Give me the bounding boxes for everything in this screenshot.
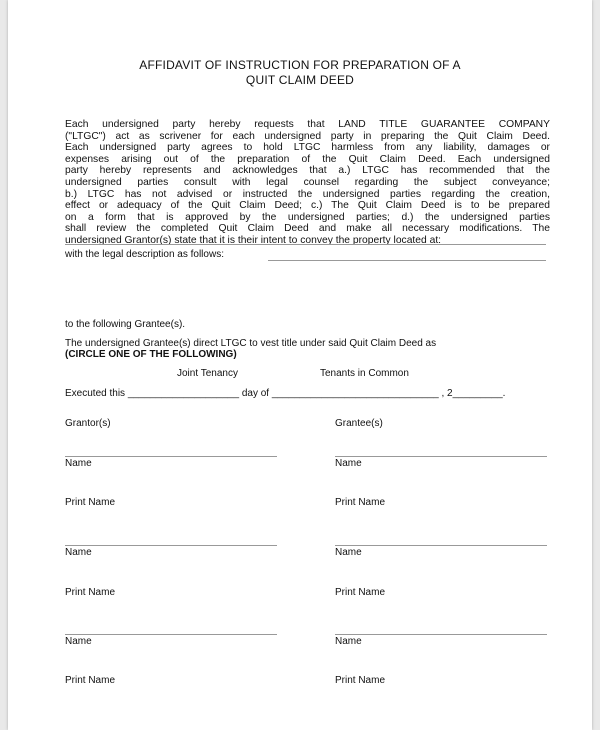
grantee-print-name-label: Print Name	[335, 497, 386, 508]
grantor-signature-line[interactable]	[65, 634, 277, 635]
grantor-name-label: Name	[65, 547, 92, 558]
title-line-2: QUIT CLAIM DEED	[245, 73, 355, 87]
instruction-paragraph	[65, 119, 550, 247]
grantor-signature-line[interactable]	[65, 545, 277, 546]
grantor-print-name-label: Print Name	[65, 587, 116, 598]
body-line: shall review the completed Quit Claim Deed and make all necessary modifications. The	[65, 223, 550, 235]
grantee-signature-line[interactable]	[335, 634, 547, 635]
grantees-heading: Grantee(s)	[335, 418, 383, 429]
body-line: party hereby represents and acknowledges that a.) LTGC has recommended that the	[65, 165, 550, 177]
body-line: Each undersigned party hereby requests that LAND TITLE GUARANTEE COMPANY	[65, 119, 550, 130]
body-line: effect or adequacy of the Quit Claim Deed; c.) The Quit Claim Deed is to be prepared	[65, 200, 550, 212]
grantor-name-label: Name	[65, 458, 92, 469]
grantor-name-label: Name	[65, 636, 92, 647]
grantee-name-label: Name	[335, 547, 362, 558]
grantor-signature-line[interactable]	[65, 456, 277, 457]
title-line-1: AFFIDAVIT OF INSTRUCTION FOR PREPARATION OF A	[139, 58, 461, 72]
property-address-line[interactable]	[65, 244, 546, 245]
body-line: undersigned parties consult with legal counsel regarding the subject conveyance;	[65, 176, 550, 188]
body-line: ("LTGC") act as scrivener for each undersigned party in preparing the Quit Claim Deed.	[65, 130, 550, 142]
vesting-direction-text: The undersigned Grantee(s) direct LTGC to vest title under said Quit Claim Deed as	[65, 338, 437, 349]
grantors-heading: Grantor(s)	[65, 418, 111, 429]
grantee-signature-line[interactable]	[335, 456, 547, 457]
body-line: Each undersigned party agrees to hold LTGC harmless from any liability, damages or	[65, 142, 550, 154]
circle-instruction: (CIRCLE ONE OF THE FOLLOWING)	[65, 349, 237, 360]
grantor-print-name-label: Print Name	[65, 675, 116, 686]
option-tenants-in-common[interactable]: Tenants in Common	[320, 368, 409, 379]
grantee-print-name-label: Print Name	[335, 587, 386, 598]
document-title	[0, 58, 600, 88]
legal-description-label: with the legal description as follows:	[65, 249, 224, 260]
option-joint-tenancy[interactable]: Joint Tenancy	[177, 368, 238, 379]
grantor-print-name-label: Print Name	[65, 497, 116, 508]
grantee-name-label: Name	[335, 458, 362, 469]
grantee-name-label: Name	[335, 636, 362, 647]
grantee-label: to the following Grantee(s).	[65, 319, 186, 330]
grantee-print-name-label: Print Name	[335, 675, 386, 686]
legal-description-line[interactable]	[268, 260, 546, 261]
body-line: expenses arising out of the preparation of the Quit Claim Deed. Each undersigned	[65, 153, 550, 165]
body-line: b.) LTGC has not advised or instructed the undersigned parties regarding the creation,	[65, 188, 550, 200]
body-line: undersigned Grantor(s) state that it is their intent to convey the property located at:	[65, 234, 442, 246]
grantee-signature-line[interactable]	[335, 545, 547, 546]
executed-line[interactable]: Executed this ____________________ day of ______________________________ , 2_________.	[65, 388, 506, 399]
document-page	[8, 0, 592, 730]
body-line: on a form that is approved by the undersigned parties; d.) the undersigned parties	[65, 211, 550, 223]
